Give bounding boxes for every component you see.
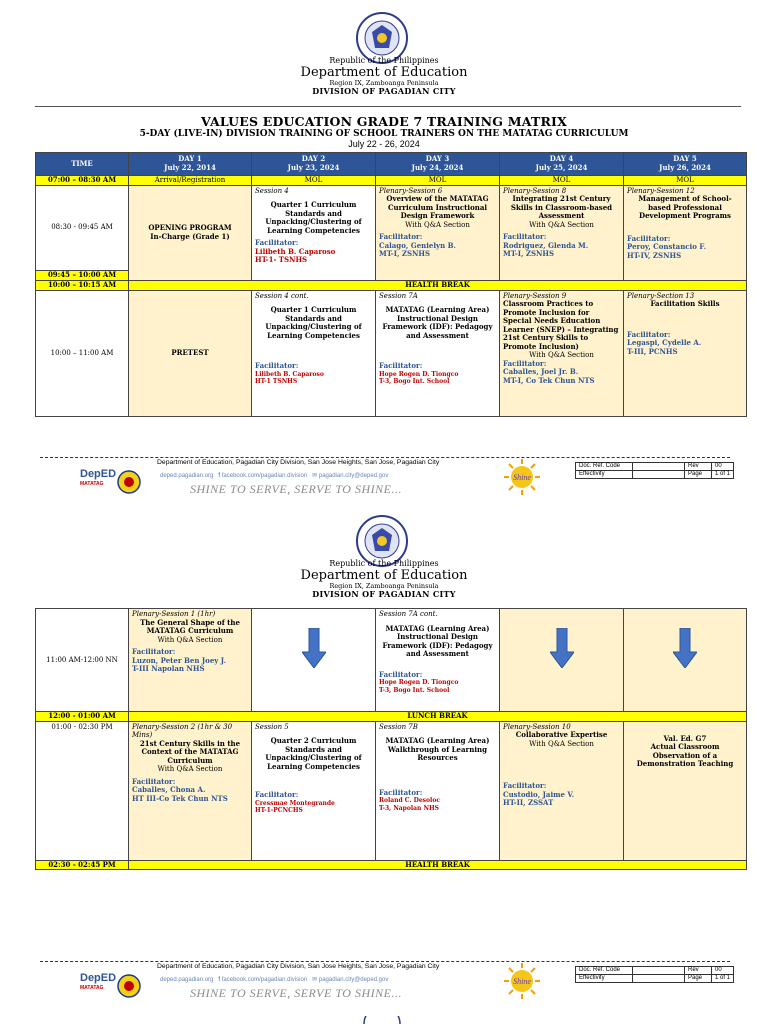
svg-text:Shine: Shine xyxy=(513,473,531,482)
facebook-link[interactable]: facebook.com/pagadian.division xyxy=(221,977,308,983)
doc-reference-table xyxy=(575,966,734,983)
effectivity-label: Effectivity xyxy=(576,975,633,983)
footer-address: Department of Education, Pagadian City Division, San Jose Heights, San Jose, Pagadian City xyxy=(157,963,440,970)
table-row xyxy=(36,712,747,722)
schedule-cell: Session 7A MATATAG (Learning Area) Instructional Design Framework (IDF): Pedagogy and Assessment Facilitator: Hope Rogen D. Tiongco T-3, Bogo Int. School xyxy=(376,290,500,416)
footer-address: Department of Education, Pagadian City Division, San Jose Heights, San Jose, Pagadian City xyxy=(157,459,440,466)
page-footer-1 xyxy=(0,454,768,506)
time-cell: 09:45 – 10:00 AM xyxy=(36,270,129,280)
time-cell: 10:00 – 11:00 AM xyxy=(36,290,129,416)
department-text: Department of Education xyxy=(300,64,468,80)
effectivity-label: Effectivity xyxy=(576,471,633,479)
page-value: 1 of 1 xyxy=(712,975,734,983)
table-row xyxy=(36,176,747,186)
letterhead xyxy=(0,57,768,96)
header-divider xyxy=(35,106,741,107)
doc-reference-table xyxy=(575,462,734,479)
rev-value: 00 xyxy=(712,967,734,975)
schedule-cell: Session 5 Quarter 2 Curriculum Standards and Unpacking/Clustering of Learning Competencies Facilitator: Cressmae Montegrande HT-1-PCNCHS xyxy=(252,721,376,860)
web-link[interactable]: deped.pagadian.org xyxy=(160,473,214,479)
bagong-pilipinas-logo-icon xyxy=(117,470,141,494)
letterhead-2 xyxy=(0,560,768,599)
division-text: DIVISION OF PAGADIAN CITY xyxy=(312,86,456,97)
republic-text: Republic of the Philippines xyxy=(329,559,439,568)
schedule-cell xyxy=(500,609,624,712)
table-row xyxy=(36,609,747,712)
time-cell: 07:00 – 08:30 AM xyxy=(36,176,129,186)
table-row xyxy=(36,721,747,860)
col-day1: DAY 1 July 22, 2014 xyxy=(129,153,252,176)
schedule-cell: Session 4 Quarter 1 Curriculum Standards and Unpacking/Clustering of Learning Competencies Facilitator: Lilibeth B. Caparoso HT-1- TSNHS xyxy=(252,185,376,280)
schedule-cell: Plenary-Session 6 Overview of the MATATAG Curriculum Instructional Design Framework With Q&A Section Facilitator: Calago, Genielyn B. MT-I, ZSNHS xyxy=(376,185,500,280)
schedule-cell: Val. Ed. G7 Actual Classroom Observation of a Demonstration Teaching xyxy=(624,721,747,860)
department-text: Department of Education xyxy=(300,567,468,583)
schedule-cell: OPENING PROGRAM In-Charge (Grade 1) xyxy=(129,185,252,280)
page-value: 1 of 1 xyxy=(712,471,734,479)
col-day4: DAY 4 July 25, 2024 xyxy=(500,153,624,176)
matatag-logo: MATATAG xyxy=(80,481,104,487)
web-link[interactable]: deped.pagadian.org xyxy=(160,977,214,983)
footer-motto: SHINE TO SERVE, SERVE TO SHINE... xyxy=(190,482,402,496)
schedule-cell: Plenary-Session 1 (1hr) The General Shape of the MATATAG Curriculum With Q&A Section Facilitator: Luzon, Peter Ben Joey J. T-III Napolan NHS xyxy=(129,609,252,712)
time-cell: 12:00 - 01:00 AM xyxy=(36,712,129,722)
deped-logo: DepED xyxy=(80,468,117,480)
footer-motto: SHINE TO SERVE, SERVE TO SHINE... xyxy=(190,986,402,1000)
table-row xyxy=(36,860,747,870)
email-link[interactable]: pagadian.city@deped.gov xyxy=(318,977,389,983)
footer-social-row xyxy=(160,472,388,479)
schedule-cell: Plenary-Section 13 Facilitation Skills Facilitator: Legaspi, Cydelle A. T-III, PCNHS xyxy=(624,290,747,416)
schedule-cell: Arrival/Registration xyxy=(129,176,252,186)
time-cell: 01:00 - 02:30 PM xyxy=(36,721,129,860)
deped-logo: DepED xyxy=(80,972,117,984)
facebook-icon: f xyxy=(218,977,221,983)
col-day5: DAY 5 July 26, 2024 xyxy=(624,153,747,176)
health-break-banner: HEALTH BREAK xyxy=(129,860,747,870)
health-break-banner: HEALTH BREAK xyxy=(129,280,747,290)
schedule-cell: Session 4 cont. Quarter 1 Curriculum Standards and Unpacking/Clustering of Learning Competencies Facilitator: Lilibeth B. Caparoso HT-1 TSNHS xyxy=(252,290,376,416)
table-row xyxy=(36,280,747,290)
schedule-cell: Plenary-Session 8 Integrating 21st Century Skills in Classroom-based Assessment With Q&A Section Facilitator: Rodriguez, Glenda M. MT-I, ZSNHS xyxy=(500,185,624,280)
matrix-subtitle: 5-DAY (LIVE-IN) DIVISION TRAINING OF SCHOOL TRAINERS ON THE MATATAG CURRICULUM xyxy=(139,129,629,139)
page-label: Page xyxy=(685,975,712,983)
lunch-break-banner: LUNCH BREAK xyxy=(129,712,747,722)
col-day2: DAY 2 July 23, 2024 xyxy=(252,153,376,176)
schedule-cell: MOL xyxy=(376,176,500,186)
down-arrow-icon xyxy=(302,628,326,668)
doc-ref-value xyxy=(633,463,685,471)
schedule-cell: Plenary-Session 2 (1hr & 30 Mins) 21st Century Skills in the Context of the MATATAG Curriculum With Q&A Section Facilitator: Caballes, Chona A. HT III-Co Tek Chun NTS xyxy=(129,721,252,860)
training-matrix-table-2 xyxy=(35,608,747,870)
region-text: Region IX, Zamboanga Peninsula xyxy=(329,582,439,591)
col-day3: DAY 3 July 24, 2024 xyxy=(376,153,500,176)
doc-ref-label: Doc. Ref. Code xyxy=(576,967,633,975)
schedule-cell: PRETEST xyxy=(129,290,252,416)
doc-ref-label: Doc. Ref. Code xyxy=(576,463,633,471)
schedule-cell: Plenary-Session 12 Management of School-based Professional Development Programs Facilitator: Peroy, Constancio F. HT-IV, ZSNHS xyxy=(624,185,747,280)
schedule-cell: MOL xyxy=(624,176,747,186)
schedule-cell: Plenary-Session 10 Collaborative Expertise With Q&A Section Facilitator: Custodio, Jaime V. HT-II, ZSSAT xyxy=(500,721,624,860)
facebook-icon: f xyxy=(218,473,221,479)
col-time: TIME xyxy=(36,153,129,176)
schedule-cell: Session 7A cont. MATATAG (Learning Area) Instructional Design Framework (IDF): Pedagogy and Assessment Facilitator: Hope Rogen D. Tiongco T-3, Bogo Int. School xyxy=(376,609,500,712)
division-text: DIVISION OF PAGADIAN CITY xyxy=(312,589,456,600)
matrix-title: VALUES EDUCATION GRADE 7 TRAINING MATRIX xyxy=(201,114,567,129)
rev-value: 00 xyxy=(712,463,734,471)
table-row xyxy=(36,290,747,416)
email-icon: ✉ xyxy=(312,977,318,983)
matatag-logo: MATATAG xyxy=(80,985,104,991)
schedule-cell: Session 7B MATATAG (Learning Area) Walkthrough of Learning Resources Facilitator: Roland C. Desoloc T-3, Napolan NHS xyxy=(376,721,500,860)
down-arrow-icon xyxy=(673,628,697,668)
bagong-pilipinas-logo-icon xyxy=(117,974,141,998)
shine-logo-icon xyxy=(498,457,546,497)
doc-ref-value xyxy=(633,967,685,975)
matrix-dates: July 22 - 26, 2024 xyxy=(348,139,420,149)
page-label: Page xyxy=(685,471,712,479)
schedule-cell xyxy=(252,609,376,712)
republic-text: Republic of the Philippines xyxy=(329,56,439,65)
time-cell: 08:30 - 09:45 AM xyxy=(36,185,129,270)
region-text: Region IX, Zamboanga Peninsula xyxy=(329,79,439,88)
email-icon: ✉ xyxy=(312,473,318,479)
time-cell: 11:00 AM-12:00 NN xyxy=(36,609,129,712)
schedule-cell: MOL xyxy=(500,176,624,186)
facebook-link[interactable]: facebook.com/pagadian.division xyxy=(221,473,308,479)
schedule-cell: Plenary-Session 9 Classroom Practices to Promote Inclusion for Special Needs Education Learner (SNEP) – Integrating 21st Century Skills to Promote Inclusion) With Q&A Section Facilitator: Caballes, Joel Jr. B. MT-I, Co Tek Chun NTS xyxy=(500,290,624,416)
page-footer-2 xyxy=(0,958,768,1010)
schedule-cell xyxy=(624,609,747,712)
effectivity-value xyxy=(633,471,685,479)
rev-label: Rev xyxy=(685,463,712,471)
footer-social-row xyxy=(160,976,388,983)
table-row xyxy=(36,185,747,270)
table-header-row xyxy=(36,153,747,176)
svg-text:Shine: Shine xyxy=(513,977,531,986)
next-page-seal-icon xyxy=(363,1016,401,1024)
time-cell: 02:30 - 02:45 PM xyxy=(36,860,129,870)
rev-label: Rev xyxy=(685,967,712,975)
down-arrow-icon xyxy=(550,628,574,668)
footer-divider xyxy=(40,961,730,962)
shine-logo-icon xyxy=(498,961,546,1001)
effectivity-value xyxy=(633,975,685,983)
footer-divider xyxy=(40,457,730,458)
training-matrix-table-1 xyxy=(35,152,747,417)
schedule-cell: MOL xyxy=(252,176,376,186)
email-link[interactable]: pagadian.city@deped.gov xyxy=(318,473,389,479)
time-cell: 10:00 – 10:15 AM xyxy=(36,280,129,290)
matrix-title-block xyxy=(0,114,768,149)
